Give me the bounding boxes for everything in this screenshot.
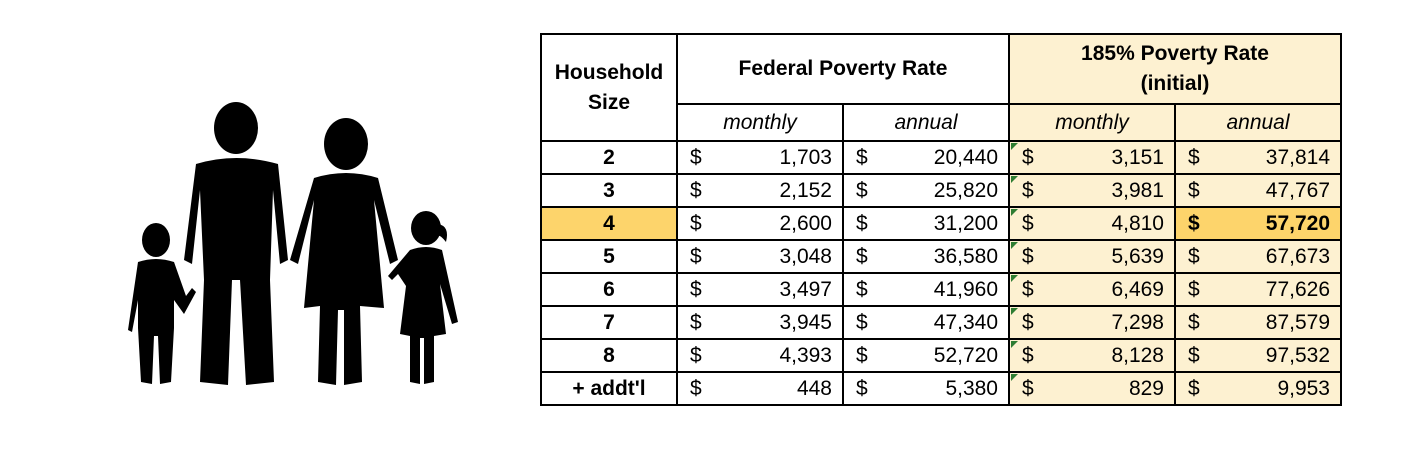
- fed-monthly-cell: [677, 240, 843, 273]
- boy-head: [142, 223, 170, 257]
- currency-symbol: $: [690, 376, 702, 400]
- currency-symbol: $: [1022, 211, 1034, 235]
- amount-value: 57,720: [1265, 211, 1330, 235]
- fed-monthly-cell: [677, 141, 843, 174]
- table-row: [541, 372, 1341, 405]
- household-size-cell: 8: [541, 339, 677, 372]
- amount-value: 31,200: [933, 211, 998, 235]
- currency-symbol: $: [1022, 244, 1034, 268]
- currency-symbol: $: [1022, 145, 1034, 169]
- household-size-cell: 4: [541, 207, 677, 240]
- fed-annual-cell: [843, 207, 1009, 240]
- amount-value: 37,814: [1265, 145, 1330, 169]
- currency-symbol: $: [690, 145, 702, 169]
- table-row: [541, 306, 1341, 339]
- r185-monthly-cell: [1009, 372, 1175, 405]
- fed-annual-header: annual: [843, 104, 1009, 141]
- amount-value: 36,580: [933, 244, 998, 268]
- fed-annual-cell: [843, 141, 1009, 174]
- fed-monthly-cell: [677, 273, 843, 306]
- federal-poverty-rate-header: Federal Poverty Rate: [677, 34, 1009, 104]
- amount-value: 20,440: [933, 145, 998, 169]
- household-size-cell: 2: [541, 141, 677, 174]
- girl-head: [411, 211, 441, 245]
- currency-symbol: $: [856, 178, 868, 202]
- currency-symbol: $: [1188, 211, 1200, 235]
- r185-monthly-header: monthly: [1009, 104, 1175, 141]
- r185-annual-cell: [1175, 240, 1341, 273]
- table-row: [541, 141, 1341, 174]
- currency-symbol: $: [1022, 343, 1034, 367]
- mother-head: [324, 118, 368, 170]
- household-size-cell: + addt'l: [541, 372, 677, 405]
- currency-symbol: $: [690, 211, 702, 235]
- currency-symbol: $: [856, 376, 868, 400]
- r185-monthly-cell: [1009, 339, 1175, 372]
- table-row: [541, 207, 1341, 240]
- currency-symbol: $: [856, 145, 868, 169]
- fed-annual-cell: [843, 339, 1009, 372]
- amount-value: 2,600: [779, 211, 832, 235]
- fed-monthly-cell: [677, 306, 843, 339]
- fed-monthly-cell: [677, 207, 843, 240]
- rate-185-header-line1: 185% Poverty Rate: [1081, 42, 1269, 65]
- fed-monthly-cell: [677, 174, 843, 207]
- currency-symbol: $: [1188, 310, 1200, 334]
- amount-value: 41,960: [933, 277, 998, 301]
- currency-symbol: $: [856, 343, 868, 367]
- boy-body: [128, 259, 196, 384]
- household-size-cell: 6: [541, 273, 677, 306]
- currency-symbol: $: [1022, 376, 1034, 400]
- r185-annual-cell: [1175, 174, 1341, 207]
- r185-monthly-cell: [1009, 240, 1175, 273]
- mother-body: [290, 173, 398, 385]
- amount-value: 2,152: [779, 178, 832, 202]
- table-row: [541, 273, 1341, 306]
- amount-value: 3,497: [779, 277, 832, 301]
- girl-body: [388, 247, 458, 384]
- r185-annual-cell: [1175, 339, 1341, 372]
- table-row: [541, 174, 1341, 207]
- amount-value: 47,340: [933, 310, 998, 334]
- fed-annual-cell: [843, 240, 1009, 273]
- amount-value: 3,981: [1111, 178, 1164, 202]
- currency-symbol: $: [1188, 343, 1200, 367]
- fed-annual-cell: [843, 372, 1009, 405]
- amount-value: 5,639: [1111, 244, 1164, 268]
- table-row: [541, 240, 1341, 273]
- currency-symbol: $: [690, 310, 702, 334]
- table-row: [541, 339, 1341, 372]
- amount-value: 4,810: [1111, 211, 1164, 235]
- currency-symbol: $: [690, 277, 702, 301]
- amount-value: 448: [796, 376, 832, 400]
- family-silhouette-icon: [128, 100, 468, 390]
- currency-symbol: $: [690, 178, 702, 202]
- household-size-cell: 3: [541, 174, 677, 207]
- currency-symbol: $: [1188, 277, 1200, 301]
- amount-value: 97,532: [1265, 343, 1330, 367]
- r185-annual-cell: [1175, 141, 1341, 174]
- amount-value: 6,469: [1111, 277, 1164, 301]
- currency-symbol: $: [1022, 178, 1034, 202]
- poverty-rate-table: [540, 33, 1342, 406]
- amount-value: 829: [1128, 376, 1164, 400]
- amount-value: 9,953: [1277, 376, 1330, 400]
- fed-annual-cell: [843, 306, 1009, 339]
- r185-annual-cell: [1175, 273, 1341, 306]
- r185-monthly-cell: [1009, 207, 1175, 240]
- amount-value: 77,626: [1265, 277, 1330, 301]
- currency-symbol: $: [856, 310, 868, 334]
- currency-symbol: $: [1188, 244, 1200, 268]
- amount-value: 4,393: [779, 343, 832, 367]
- rate-185-header: [1009, 34, 1341, 104]
- currency-symbol: $: [856, 244, 868, 268]
- currency-symbol: $: [1188, 145, 1200, 169]
- girl-ponytail: [437, 224, 447, 242]
- r185-annual-cell: [1175, 306, 1341, 339]
- table-body: [541, 141, 1341, 405]
- fed-monthly-cell: [677, 372, 843, 405]
- amount-value: 8,128: [1111, 343, 1164, 367]
- currency-symbol: $: [856, 211, 868, 235]
- currency-symbol: $: [690, 343, 702, 367]
- amount-value: 52,720: [933, 343, 998, 367]
- fed-annual-cell: [843, 273, 1009, 306]
- rate-185-header-line2: (initial): [1140, 72, 1210, 95]
- r185-monthly-cell: [1009, 306, 1175, 339]
- father-head: [214, 102, 258, 154]
- currency-symbol: $: [1022, 310, 1034, 334]
- currency-symbol: $: [856, 277, 868, 301]
- currency-symbol: $: [1188, 178, 1200, 202]
- r185-annual-header: annual: [1175, 104, 1341, 141]
- amount-value: 87,579: [1265, 310, 1330, 334]
- amount-value: 3,048: [779, 244, 832, 268]
- currency-symbol: $: [1188, 376, 1200, 400]
- r185-annual-cell: [1175, 372, 1341, 405]
- currency-symbol: $: [1022, 277, 1034, 301]
- fed-monthly-header: monthly: [677, 104, 843, 141]
- amount-value: 5,380: [945, 376, 998, 400]
- currency-symbol: $: [690, 244, 702, 268]
- r185-monthly-cell: [1009, 174, 1175, 207]
- amount-value: 3,945: [779, 310, 832, 334]
- household-size-cell: 7: [541, 306, 677, 339]
- amount-value: 1,703: [779, 145, 832, 169]
- father-body: [184, 158, 288, 385]
- amount-value: 47,767: [1265, 178, 1330, 202]
- r185-monthly-cell: [1009, 141, 1175, 174]
- amount-value: 7,298: [1111, 310, 1164, 334]
- amount-value: 67,673: [1265, 244, 1330, 268]
- fed-monthly-cell: [677, 339, 843, 372]
- fed-annual-cell: [843, 174, 1009, 207]
- r185-monthly-cell: [1009, 273, 1175, 306]
- r185-annual-cell: [1175, 207, 1341, 240]
- amount-value: 25,820: [933, 178, 998, 202]
- household-size-header: Household Size: [541, 34, 677, 141]
- household-size-cell: 5: [541, 240, 677, 273]
- amount-value: 3,151: [1111, 145, 1164, 169]
